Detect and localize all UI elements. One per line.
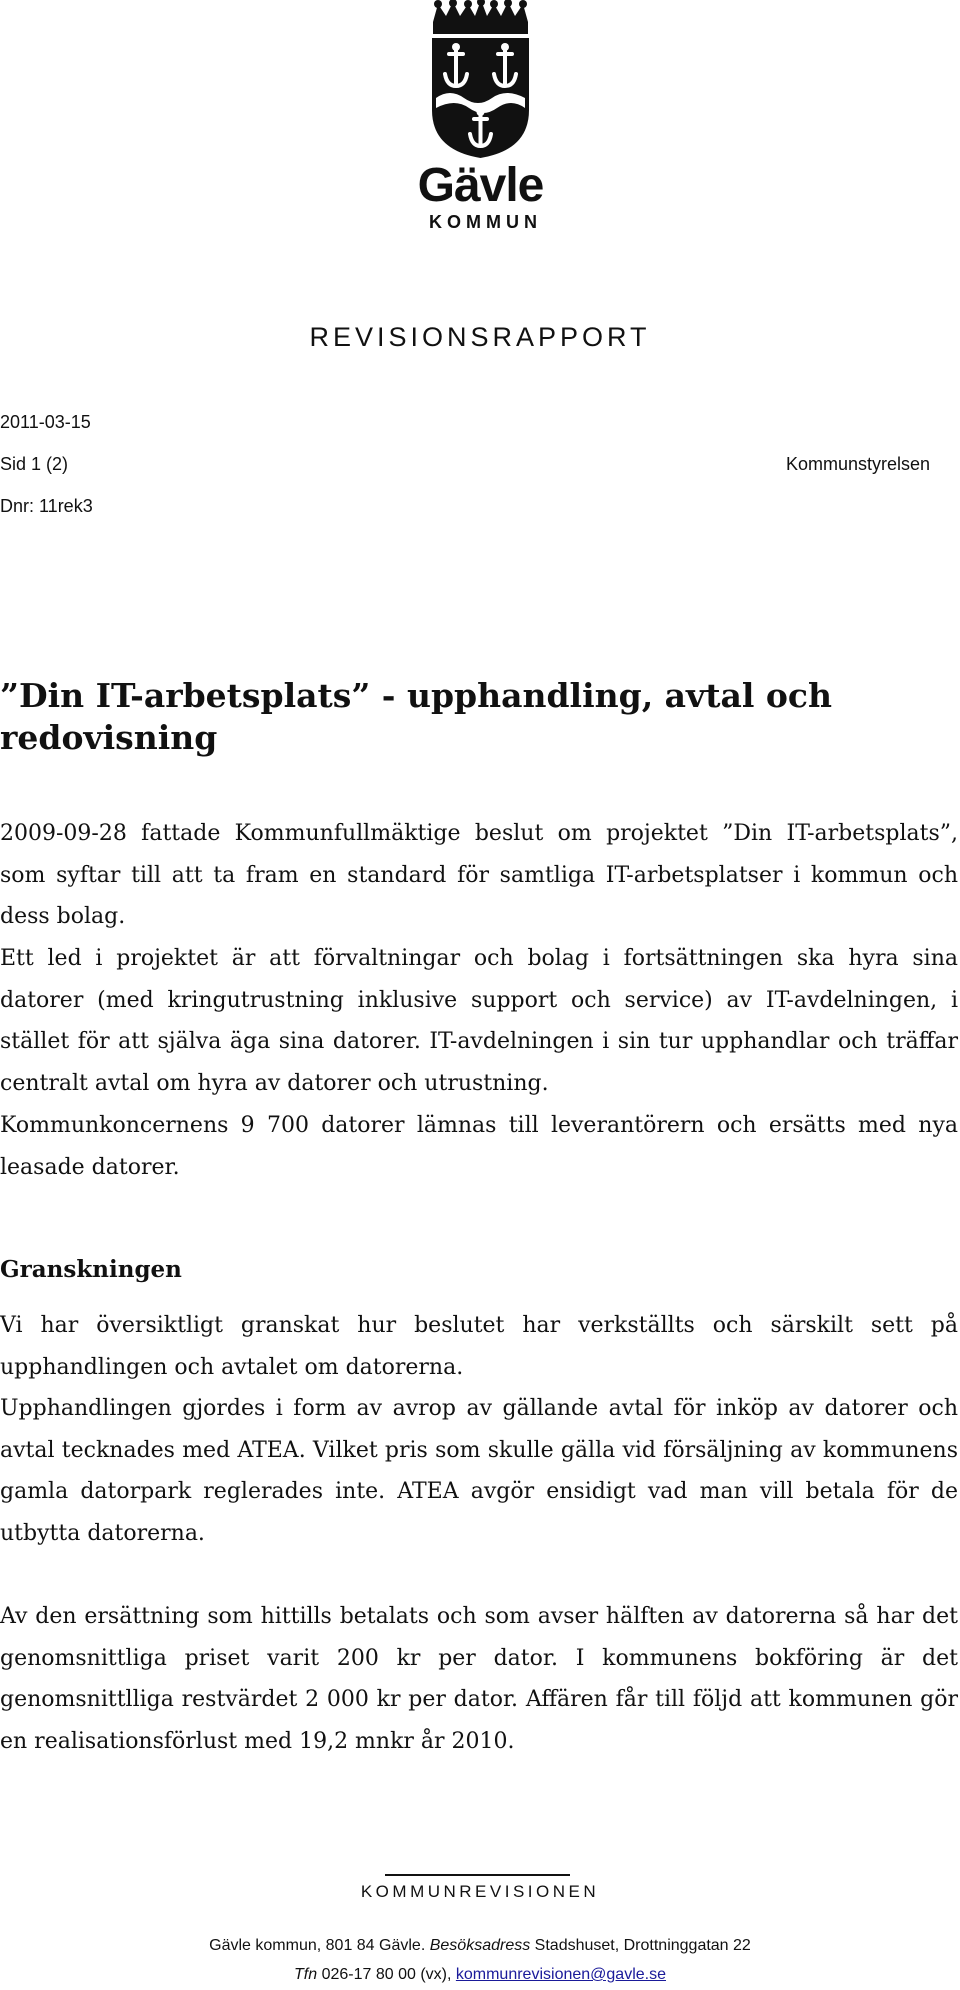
footer-organization: KOMMUNREVISIONEN: [360, 1882, 600, 1901]
paragraph-computers: Kommunkoncernens 9 700 datorer lämnas till leverantörern och ersätts med nya leasade datorer.: [0, 1113, 958, 1180]
paragraph-review: Vi har översiktligt granskat hur beslutet har verkställts och särskilt sett på upphandlingen och avtalet om datorerna.: [0, 1313, 958, 1380]
document-title: ”Din IT-arbetsplats” - upphandling, avtal och redovisning: [0, 676, 832, 757]
recipient: Kommunstyrelsen: [785, 454, 930, 474]
footer-phone: 026-17 80 00 (vx),: [321, 1966, 452, 1983]
footer-address: [0, 1937, 960, 1955]
footer-email-link[interactable]: kommunrevisionen@gavle.se: [455, 1966, 666, 1983]
section-heading: Granskningen: [0, 1256, 182, 1283]
footer-address-prefix: Gävle kommun, 801 84 Gävle.: [209, 1937, 426, 1954]
document-dnr: Dnr: 11rek3: [0, 496, 93, 516]
paragraph-project: Ett led i projektet är att förvaltningar och bolag i fortsättningen ska hyra sina datorer (med kringutrustning inklusive support och service) av IT-avdelningen, i stället för att själva äga sina datorer. IT-avdelningen i sin tur upphandlar och träffar centralt avtal om hyra av datorer och utrustning.: [0, 946, 958, 1096]
report-type-heading: REVISIONSRAPPORT: [309, 322, 651, 352]
footer-divider: [385, 1874, 570, 1876]
document-date: 2011-03-15: [0, 412, 91, 432]
footer-address-value: Stadshuset, Drottninggatan 22: [534, 1937, 751, 1954]
logo-wordmark: Gävle: [417, 159, 544, 212]
footer-address-label: Besöksadress: [429, 1937, 531, 1954]
paragraph-procurement: Upphandlingen gjordes i form av avrop av gällande avtal för inköp av datorer och avtal tecknades med ATEA. Vilket pris som skulle gälla vid försäljning av kommunens gamla datorpark reglerades inte. ATEA avgör ensidigt vad man vill betala för de utbytta datorerna.: [0, 1396, 958, 1546]
logo-subtitle: KOMMUN: [429, 212, 542, 232]
coat-of-arms-icon: [398, 0, 563, 160]
footer-phone-label: Tfn: [293, 1966, 318, 1983]
paragraph-compensation: Av den ersättning som hittills betalats och som avser hälften av datorerna så har det genomsnittliga priset varit 200 kr per dator. I kommunens bokföring är det genomsnittlliga restvärdet 2 000 kr per dator. Affären får till följd att kommunen gör en realisationsförlust med 19,2 mnkr år 2010.: [0, 1604, 958, 1754]
footer-contact: [0, 1966, 960, 1984]
municipality-logo: [398, 0, 563, 232]
page-number: Sid 1 (2): [0, 454, 69, 474]
paragraph-intro: 2009-09-28 fattade Kommunfullmäktige beslut om projektet ”Din IT-arbetsplats”, som syftar till att ta fram en standard för samtliga IT-arbetsplatser i kommun och dess bolag.: [0, 821, 958, 929]
